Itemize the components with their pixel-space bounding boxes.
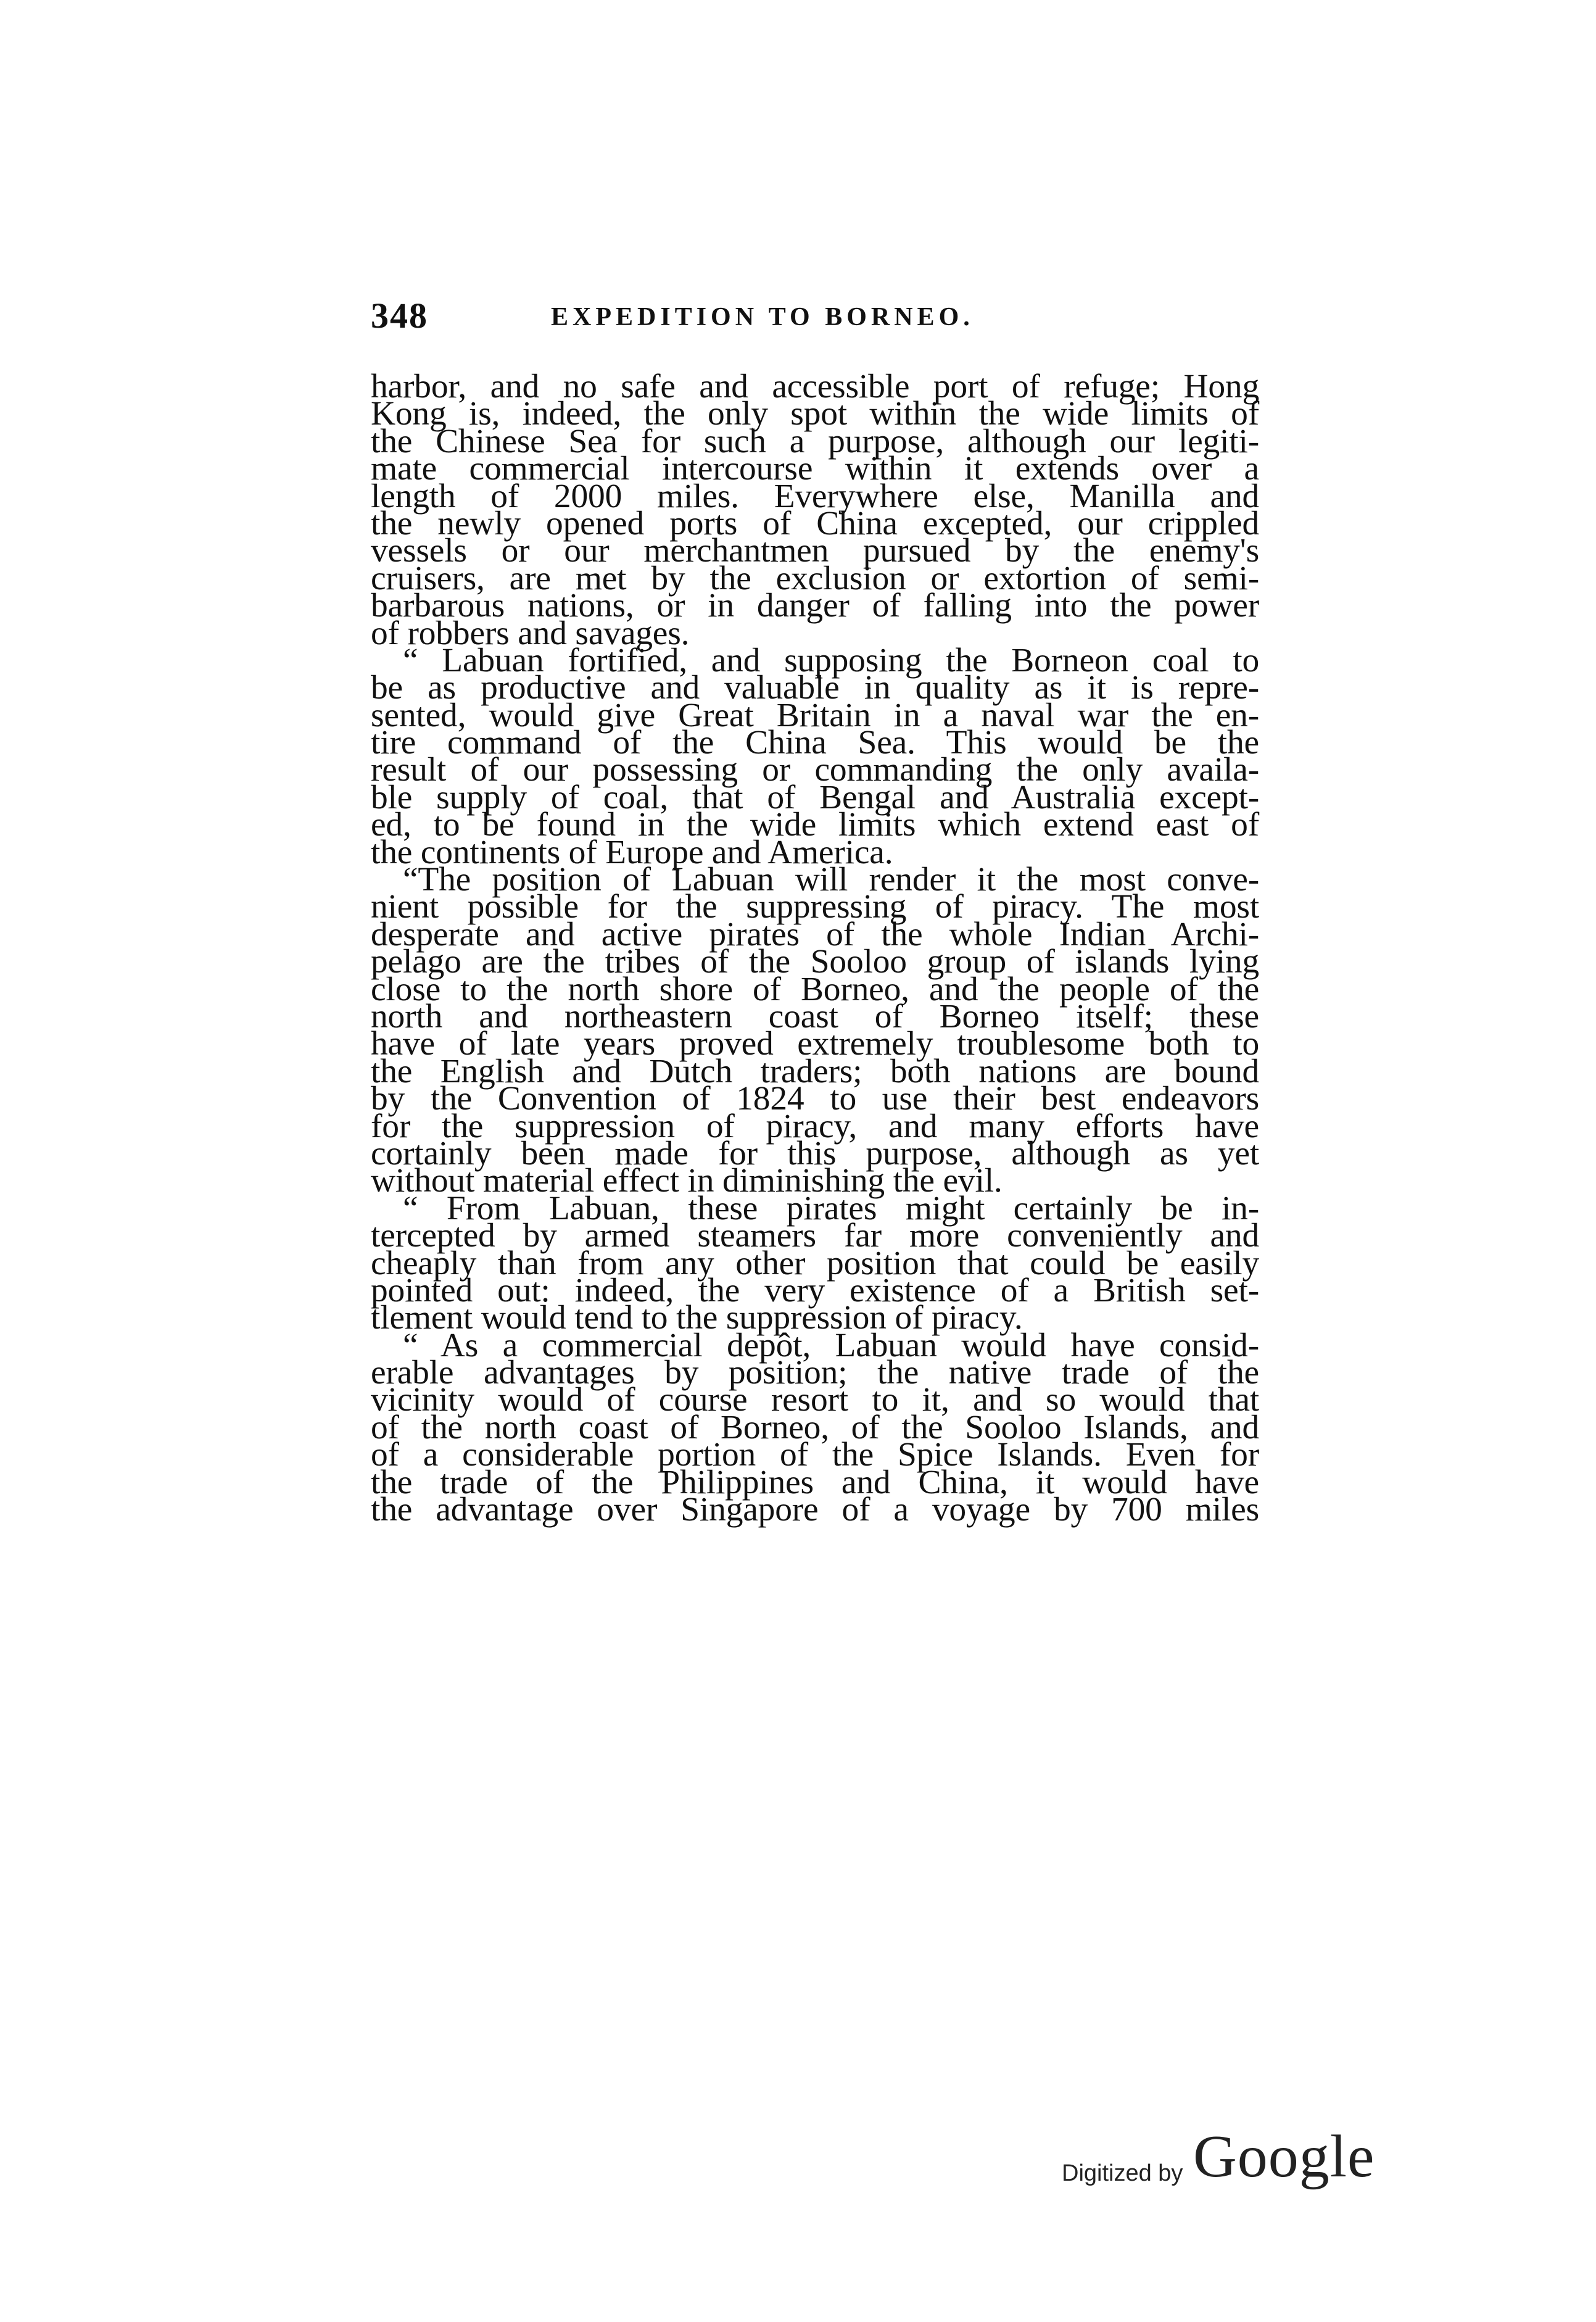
running-title: EXPEDITION TO BORNEO.	[551, 303, 974, 331]
text-line: nient possible for the suppressing of piracy. The most	[371, 888, 1259, 926]
text-line: “ As a commercial depôt, Labuan would have consid-	[403, 1326, 1259, 1364]
text-line: for the suppression of piracy, and many efforts have	[371, 1107, 1259, 1145]
text-line: pelago are the tribes of the Sooloo group of islands lying	[371, 943, 1259, 981]
text-line: harbor, and no safe and accessible port of refuge; Hong	[371, 368, 1259, 405]
text-line: cortainly been made for this purpose, although as yet	[371, 1134, 1259, 1172]
text-line: length of 2000 miles. Everywhere else, Manilla and	[371, 477, 1259, 515]
text-line: ble supply of coal, that of Bengal and Australia except-	[371, 778, 1259, 816]
text-line: tlement would tend to the suppression of piracy.	[371, 1299, 1023, 1337]
text-line: by the Convention of 1824 to use their best endeavors	[371, 1080, 1259, 1118]
text-line: of a considerable portion of the Spice Islands. Even for	[371, 1436, 1259, 1474]
text-line: the trade of the Philippines and China, it would have	[371, 1463, 1259, 1501]
text-line: vicinity would of course resort to it, and so would that	[371, 1381, 1259, 1419]
text-line: tire command of the China Sea. This would be the	[371, 724, 1259, 762]
text-line: “ From Labuan, these pirates might certainly be in-	[403, 1189, 1259, 1227]
text-line: of robbers and savages.	[371, 614, 690, 652]
text-line: vessels or our merchantmen pursued by the enemy's	[371, 532, 1259, 570]
text-line: without material effect in diminishing the evil.	[371, 1162, 1003, 1200]
digitized-by-label: Digitized by	[1062, 2160, 1183, 2186]
google-logo: Google	[1193, 2123, 1375, 2190]
text-line: have of late years proved extremely troublesome both to	[371, 1025, 1259, 1063]
text-line: pointed out: indeed, the very existence of a British set-	[371, 1271, 1259, 1309]
text-line: be as productive and valuable in quality as it is repre-	[371, 669, 1259, 707]
text-line: the continents of Europe and America.	[371, 833, 893, 871]
text-line: barbarous nations, or in danger of falling into the power	[371, 587, 1259, 625]
body-text	[371, 368, 1259, 1529]
text-line: close to the north shore of Borneo, and the people of the	[371, 970, 1259, 1008]
text-line: tercepted by armed steamers far more conveniently and	[371, 1217, 1259, 1255]
text-line: “ Labuan fortified, and supposing the Borneon coal to	[403, 641, 1259, 679]
text-line: north and northeastern coast of Borneo itself; these	[371, 997, 1259, 1035]
text-line: the newly opened ports of China excepted, our crippled	[371, 504, 1259, 542]
text-line: cheaply than from any other position that could be easily	[371, 1244, 1259, 1282]
text-line: mate commercial intercourse within it extends over a	[371, 450, 1259, 488]
text-line: desperate and active pirates of the whole Indian Archi-	[371, 915, 1259, 953]
text-line: ed, to be found in the wide limits which extend east of	[371, 806, 1259, 844]
text-line: sented, would give Great Britain in a naval war the en-	[371, 696, 1259, 734]
page-number: 348	[371, 296, 428, 336]
text-line: the English and Dutch traders; both nations are bound	[371, 1052, 1259, 1090]
text-line: Kong is, indeed, the only spot within the wide limits of	[371, 395, 1259, 433]
text-line: “The position of Labuan will render it the most conve-	[403, 861, 1259, 899]
text-line: of the north coast of Borneo, of the Sooloo Islands, and	[371, 1408, 1259, 1446]
text-line: result of our possessing or commanding the only availa-	[371, 751, 1259, 789]
text-line: the advantage over Singapore of a voyage by 700 miles	[371, 1491, 1259, 1529]
text-line: cruisers, are met by the exclusion or extortion of semi-	[371, 559, 1259, 597]
text-line: erable advantages by position; the native trade of the	[371, 1354, 1259, 1392]
page-header	[371, 295, 1259, 344]
text-line: the Chinese Sea for such a purpose, although our legiti-	[371, 422, 1259, 460]
